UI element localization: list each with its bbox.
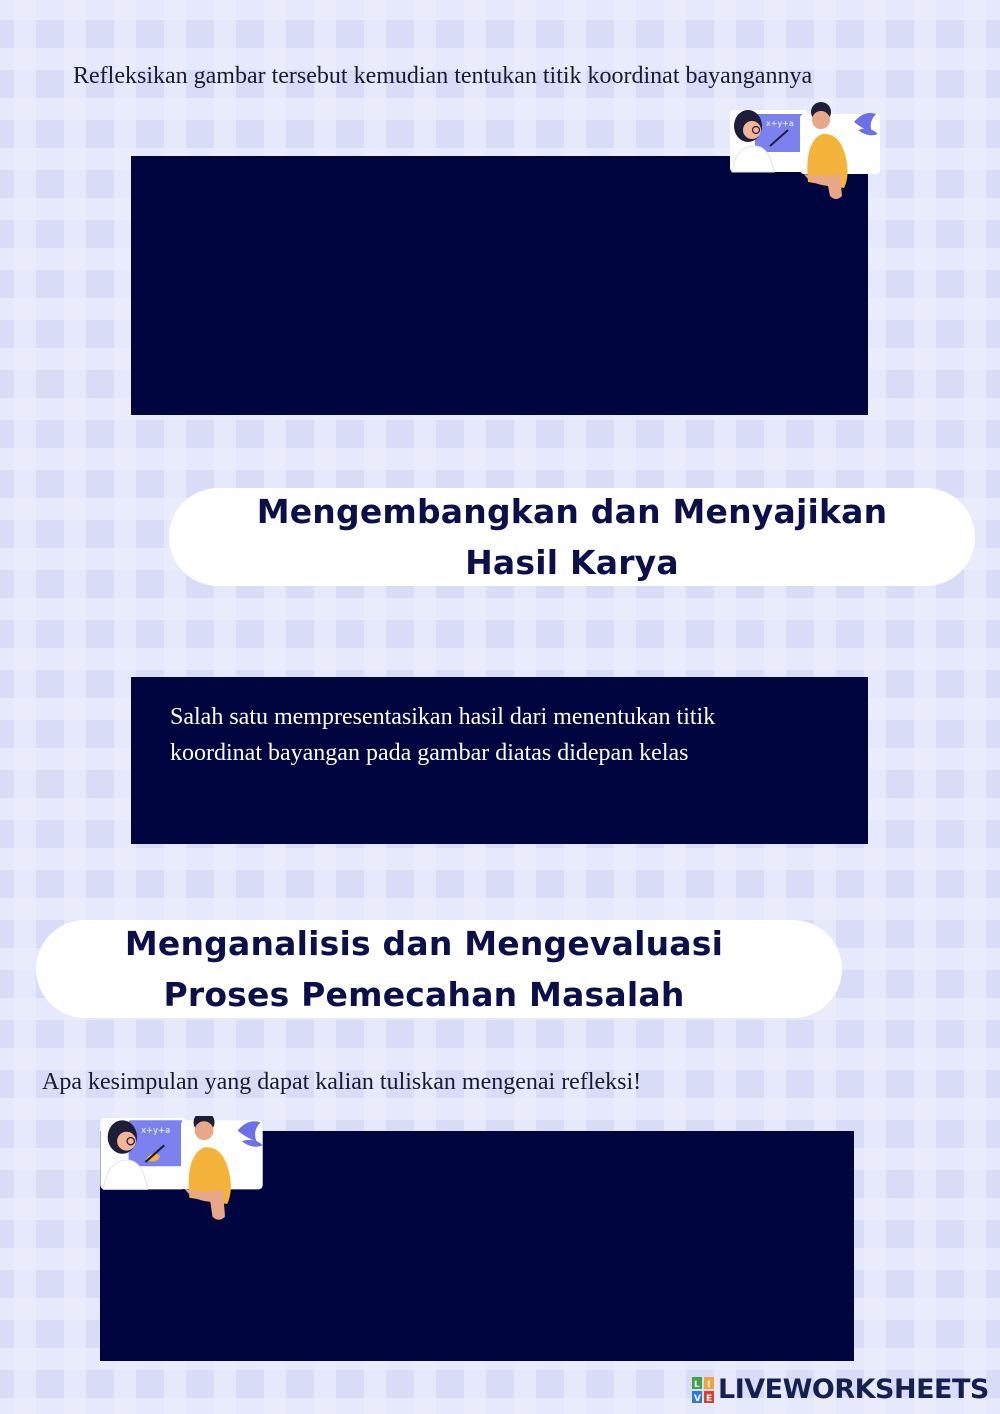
reflection-instruction: Refleksikan gambar tersebut kemudian tentukan titik koordinat bayangannya — [73, 63, 813, 89]
title-line: Hasil Karya — [465, 543, 679, 582]
title-line: Menganalisis dan Mengevaluasi — [124, 924, 724, 963]
section-title-analyze — [125, 918, 723, 1020]
board-formula: x+y+a — [141, 1124, 171, 1135]
board-formula: x+y+a — [766, 119, 794, 128]
title-line: Mengembangkan dan Menyajikan — [256, 492, 888, 531]
conclusion-question: Apa kesimpulan yang dapat kalian tuliskan mengenai refleksi! — [42, 1069, 642, 1095]
presentation-instruction-box — [131, 677, 868, 844]
liveworksheets-logo-icon — [692, 1377, 714, 1403]
liveworksheets-logo — [692, 1374, 989, 1405]
logo-letter: V — [694, 1393, 701, 1403]
logo-letter: I — [707, 1379, 711, 1390]
title-line: Proses Pemecahan Masalah — [163, 975, 685, 1014]
section-title-pill-analyze — [36, 920, 842, 1018]
teacher-student-illustration-top — [722, 100, 882, 205]
logo-letter: L — [694, 1379, 700, 1390]
section-title-pill-develop — [169, 488, 975, 586]
liveworksheets-brand: LIVEWORKSHEETS — [718, 1374, 989, 1405]
teacher-student-illustration-bottom — [86, 1116, 276, 1226]
presentation-instruction: Salah satu mempresentasikan hasil dari menentukan titik koordinat bayangan pada gambar diatas didepan kelas — [170, 704, 716, 766]
logo-letter: E — [706, 1393, 713, 1403]
section-title-develop — [257, 486, 888, 588]
